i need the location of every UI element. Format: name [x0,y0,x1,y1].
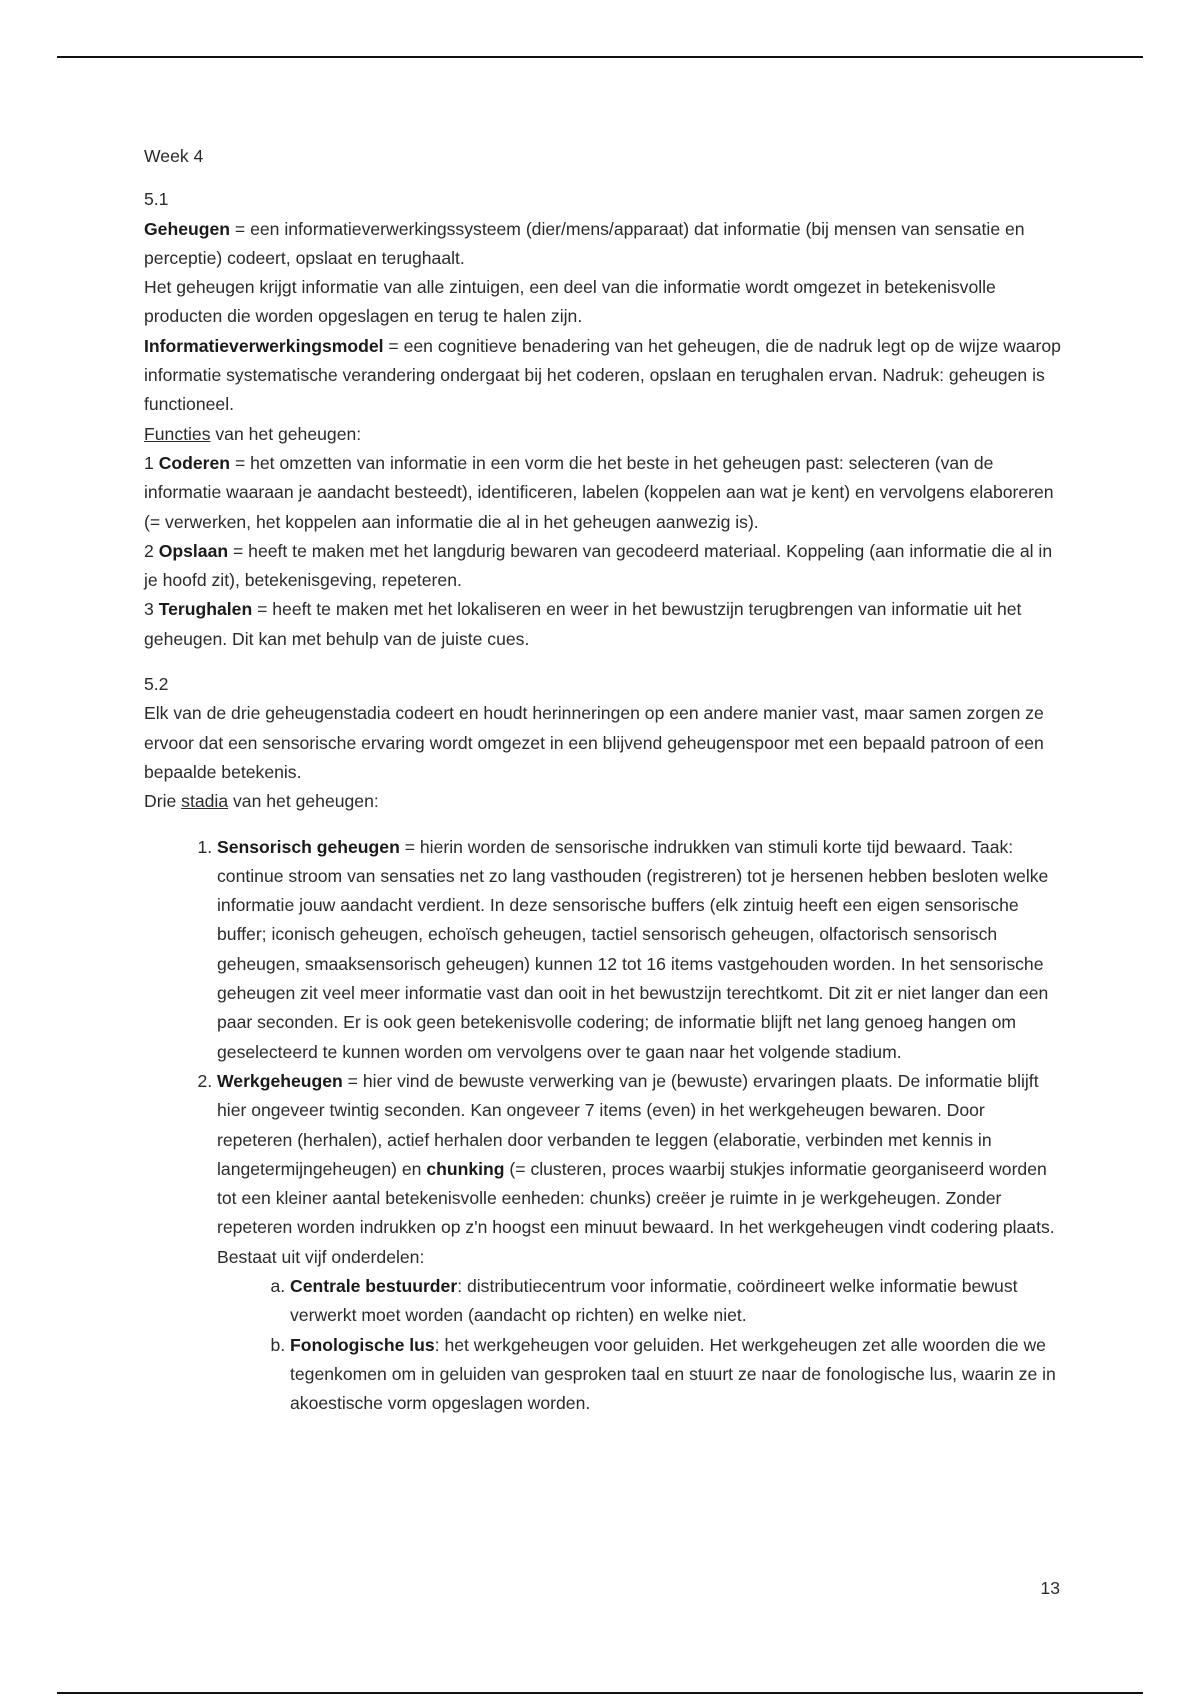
footer-rule [57,1692,1143,1694]
geheugen-definition: Geheugen = een informatieverwerkingssysteem (dier/mens/apparaat) dat informatie (bij mensen van sensatie en perceptie) codeert, opslaat en terughaalt. [144,218,1025,268]
sublist-item-centrale-bestuurder: a. Centrale bestuurder: distributiecentrum voor informatie, coördineert welke informatie bewust verwerkt moet worden (aandacht op richten) en welke niet. [290,1272,1064,1331]
functies-underlined: Functies [144,423,211,444]
term-werkgeheugen: Werkgeheugen [217,1070,343,1091]
term-centrale-bestuurder: Centrale bestuurder [290,1275,458,1296]
stadia-intro-paragraph: Elk van de drie geheugenstadia codeert en houdt herinneringen op een andere manier vast, maar samen zorgen ze ervoor dat een sensorische ervaring wordt omgezet in een blijvend geheugenspoor met een bepaald patroon of een bepaalde betekenis. [144,703,1044,782]
model-definition: Informatieverwerkingsmodel = een cognitieve benadering van het geheugen, die de nadruk legt op de wijze waarop informatie systematische verandering ondergaat bij het coderen, opslaan en terughalen ervan. Nadruk: geheugen is functioneel. [144,335,1061,415]
term-terughalen: Terughalen [158,599,253,620]
function-opslaan: 2 Opslaan = heeft te maken met het langdurig bewaren van gecodeerd materiaal. Koppeling (aan informatie die al in je hoofd zit), betekenisgeving, repeteren. [144,540,1053,591]
term-geheugen: Geheugen [144,218,231,239]
sublist-item-fonologische-lus: b. Fonologische lus: het werkgeheugen voor geluiden. Het werkgeheugen zet alle woorden die we tegenkomen om in geluiden van gesproken taal en stuurt ze naar de fonologische lus, waarin ze in akoestische vorm opgeslagen worden. [290,1331,1064,1419]
stadia-list [144,833,1064,1419]
section-heading-5-1: 5.1 [144,189,169,210]
term-opslaan: Opslaan [158,540,229,561]
section-heading-5-2: 5.2 [144,674,169,695]
werkgeheugen-sublist [217,1272,1064,1418]
list-item-sensorisch-geheugen: 1. Sensorisch geheugen = hierin worden de sensorische indrukken van stimuli korte tijd bewaard. Taak: continue stroom van sensaties net zo lang vasthouden (registreren) tot je hersenen hebben besloten welke informatie jouw aandacht verdient. In deze sensorische buffers (elk zintuig heeft een eigen sensorische buffer; iconisch geheugen, echoïsch geheugen, tactiel sensorisch geheugen, olfactorisch sensorisch geheugen, smaaksensorisch geheugen) kunnen 12 tot 16 items vastgehouden worden. In het sensorische geheugen zit veel meer informatie vast dan ooit in het bewustzijn terechtkomt. Dit zit er niet langer dan een paar seconden. Er is ook geen betekenisvolle codering; de informatie blijft net lang genoeg hangen om geselecteerd te kunnen worden om vervolgens over te gaan naar het volgende stadium. [217,833,1064,1067]
page-content [144,142,1064,1418]
term-sensorisch-geheugen: Sensorisch geheugen [217,836,400,857]
page-number: 13 [1040,1578,1060,1598]
function-coderen: 1 Coderen = het omzetten van informatie in een vorm die het beste in het geheugen past: selecteren (van de informatie waaraan je aandacht besteedt), identificeren, labelen (koppelen aan wat je kent) en vervolgens elaboreren (= verwerken, het koppelen aan informatie die al in het geheugen aanwezig is). [144,452,1054,532]
term-informatieverwerkingsmodel: Informatieverwerkingsmodel [144,335,384,356]
functies-heading: Functies van het geheugen: [144,423,362,444]
term-coderen: Coderen [158,452,231,473]
term-fonologische-lus: Fonologische lus [290,1334,435,1355]
geheugen-paragraph: Het geheugen krijgt informatie van alle zintuigen, een deel van die informatie wordt omgezet in betekenisvolle producten die worden opgeslagen en terug te halen zijn. [144,277,996,327]
week-title: Week 4 [144,146,204,166]
stadia-heading: Drie stadia van het geheugen: [144,791,379,812]
list-item-werkgeheugen: 2. Werkgeheugen = hier vind de bewuste verwerking van je (bewuste) ervaringen plaats. De informatie blijft hier ongeveer twintig seconden. Kan ongeveer 7 items (even) in het werkgeheugen bewaren. Door repeteren (herhalen), actief herhalen door verbanden te leggen (elaboratie, verbinden met kennis in langetermijngeheugen) en chunking (= clusteren, proces waarbij stukjes informatie georganiseerd worden tot een kleiner aantal betekenisvolle eenheden: chunks) creëer je ruimte in je werkgeheugen. Zonder repeteren worden indrukken op z'n hoogst een minuut bewaard. In het werkgeheugen vindt codering plaats. Bestaat uit vijf onderdelen: a. Centrale bestuurder: distributiecentrum voor informatie, coördineert welke informatie bewust verwerkt moet worden (aandacht op richten) en welke niet. b. Fonologische lus: het werkgeheugen voor geluiden. Het werkgeheugen zet alle woorden die we tegenkomen om in geluiden van gesproken taal en stuurt ze naar de fonologische lus, waarin ze in akoestische vorm opgeslagen worden. [217,1067,1064,1419]
function-terughalen: 3 Terughalen = heeft te maken met het lokaliseren en weer in het bewustzijn terugbrengen van informatie uit het geheugen. Dit kan met behulp van de juiste cues. [144,599,1022,649]
header-rule [57,56,1143,58]
term-chunking: chunking [426,1158,505,1179]
stadia-underlined: stadia [181,791,229,812]
